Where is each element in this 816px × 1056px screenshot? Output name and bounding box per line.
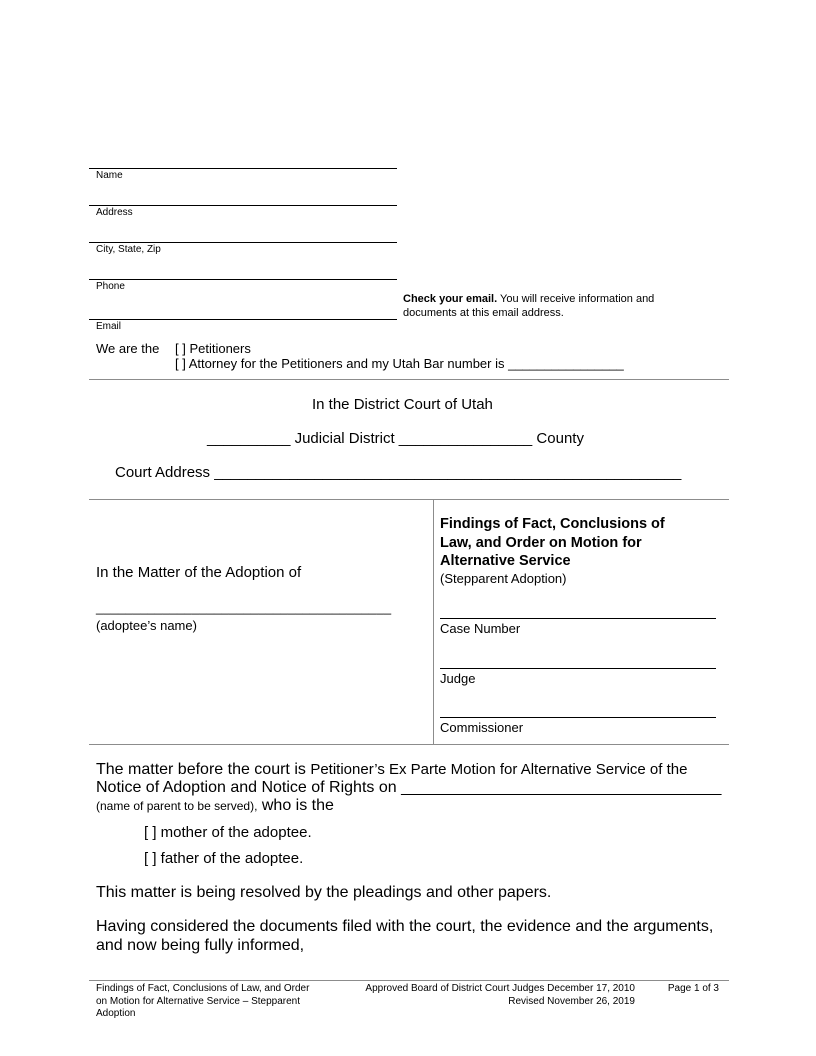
motion-title: Petitioner’s Ex Parte Motion for Alternative Service of the [310, 761, 688, 778]
document-title-line: Law, and Order on Motion for [440, 534, 642, 551]
footer-divider [89, 980, 729, 981]
footer-doc-title-line: Adoption [96, 1008, 136, 1019]
footer-revised-date: Revised November 26, 2019 [508, 995, 635, 1007]
matter-paragraph-prefix: The matter before the court is [96, 761, 311, 778]
email-note-rest: You will receive information and [497, 293, 655, 305]
matter-title: In the Matter of the Adoption of [96, 564, 302, 581]
judge-label: Judge [440, 671, 476, 686]
divider [89, 379, 729, 380]
name-label: Name [96, 170, 123, 181]
name-line[interactable] [89, 168, 397, 169]
footer-doc-title [96, 983, 309, 1021]
considered-line2: and now being fully informed, [96, 937, 305, 954]
court-title: In the District Court of Utah [312, 396, 493, 413]
page-number: Page 1 of 3 [667, 983, 719, 994]
we-are-the-label: We are the [96, 341, 160, 356]
parent-name-field[interactable]: Notice of Adoption and Notice of Rights on ____________________________________ [96, 779, 722, 796]
matter-paragraph-line1 [96, 761, 687, 779]
case-number-line[interactable] [440, 618, 716, 619]
document-title-line: Alternative Service [440, 553, 571, 569]
document-title-line: Findings of Fact, Conclusions of [440, 516, 665, 532]
address-line[interactable] [89, 205, 397, 206]
address-label: Address [96, 207, 133, 218]
email-line[interactable] [89, 319, 397, 320]
attorney-checkbox[interactable]: [ ] Attorney for the Petitioners and my Utah Bar number is ________________ [175, 356, 624, 371]
district-county-line[interactable]: __________ Judicial District ________________ County [207, 430, 584, 447]
document-title [440, 515, 665, 571]
commissioner-line[interactable] [440, 717, 716, 718]
footer-doc-title-line: Findings of Fact, Conclusions of Law, and Order [96, 983, 310, 994]
parent-name-hint: (name of parent to be served), [96, 799, 258, 813]
footer-approval-date: Approved Board of District Court Judges December 17, 2010 [365, 983, 635, 994]
document-subtitle: (Stepparent Adoption) [440, 571, 567, 586]
mother-checkbox[interactable]: [ ] mother of the adoptee. [144, 824, 312, 841]
email-label: Email [96, 321, 122, 332]
divider [89, 499, 729, 500]
phone-line[interactable] [89, 279, 397, 280]
email-note-line2: documents at this email address. [403, 307, 564, 319]
matter-paragraph-line3 [96, 797, 334, 815]
email-note [403, 292, 723, 320]
resolution-paragraph: This matter is being resolved by the pleadings and other papers. [96, 884, 552, 901]
email-note-bold: Check your email. [403, 293, 498, 305]
adoptee-name-field[interactable]: ________________________________________ [96, 600, 392, 615]
caption-divider [433, 499, 434, 744]
footer-approval [340, 983, 635, 1008]
phone-label: Phone [96, 281, 125, 292]
case-number-label: Case Number [440, 621, 521, 636]
divider [89, 744, 729, 745]
who-is-the: who is the [257, 797, 334, 814]
footer-doc-title-line: on Motion for Alternative Service – Stepparent [96, 995, 301, 1007]
commissioner-label: Commissioner [440, 720, 524, 735]
petitioners-checkbox[interactable]: [ ] Petitioners [175, 341, 251, 356]
city-state-zip-line[interactable] [89, 242, 397, 243]
adoptee-name-label: (adoptee’s name) [96, 618, 197, 633]
father-checkbox[interactable]: [ ] father of the adoptee. [144, 850, 304, 867]
considered-line1: Having considered the documents filed with the court, the evidence and the arguments, [96, 918, 714, 935]
court-address-line[interactable]: Court Address ________________________________________________________ [115, 464, 682, 481]
city-state-zip-label: City, State, Zip [96, 244, 161, 255]
judge-line[interactable] [440, 668, 716, 669]
